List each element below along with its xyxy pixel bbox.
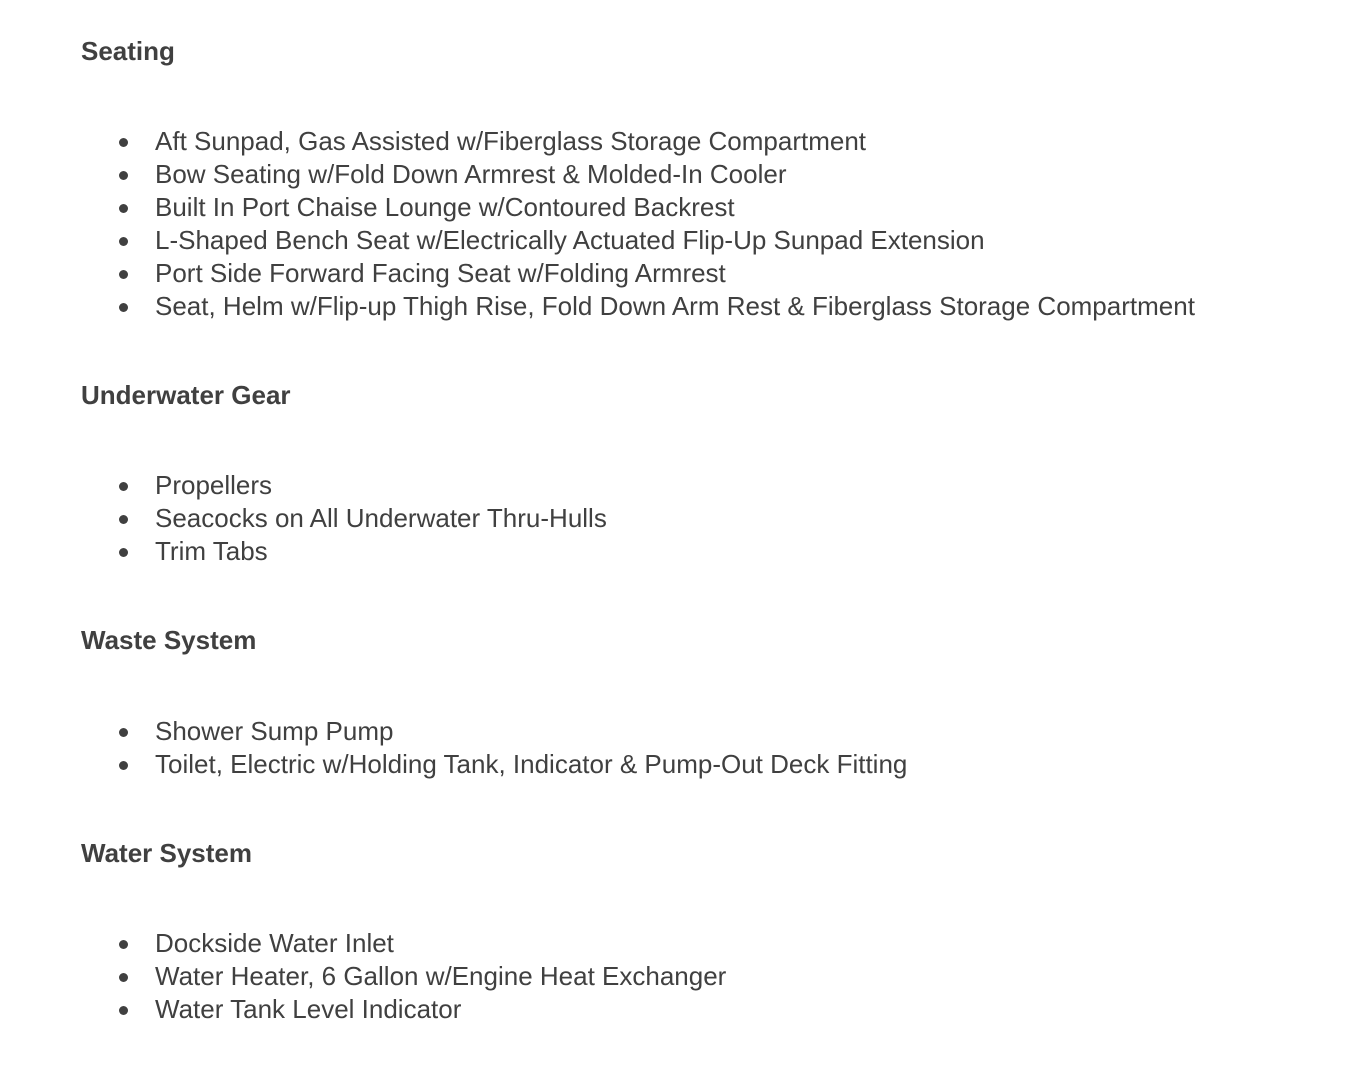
list-item-label: L-Shaped Bench Seat w/Electrically Actuated Flip-Up Sunpad Extension xyxy=(155,225,985,255)
bullet-icon xyxy=(119,482,128,491)
list-item-label: Toilet, Electric w/Holding Tank, Indicator & Pump-Out Deck Fitting xyxy=(155,749,908,779)
list-item xyxy=(81,927,726,960)
section-underwater-gear xyxy=(81,380,607,566)
bullet-icon xyxy=(119,548,128,557)
list-item-label: Port Side Forward Facing Seat w/Folding Armrest xyxy=(155,258,726,288)
list-item xyxy=(81,993,726,1026)
bullet-icon xyxy=(119,973,128,982)
list-item-label: Propellers xyxy=(155,470,273,500)
section-water-system xyxy=(81,838,727,1024)
bullet-icon xyxy=(119,761,128,770)
list-item-label: Water Tank Level Indicator xyxy=(155,994,462,1024)
bullet-icon xyxy=(119,728,128,737)
list-item xyxy=(81,290,1195,323)
feature-list xyxy=(81,927,726,1026)
bullet-icon xyxy=(119,515,128,524)
list-item-label: Water Heater, 6 Gallon w/Engine Heat Exchanger xyxy=(155,961,727,991)
list-item xyxy=(81,224,1195,257)
bullet-icon xyxy=(119,237,128,246)
list-item xyxy=(81,125,1195,158)
list-item xyxy=(81,469,607,502)
list-item-label: Bow Seating w/Fold Down Armrest & Molded-In Cooler xyxy=(155,159,787,189)
bullet-icon xyxy=(119,1006,128,1015)
list-item-label: Aft Sunpad, Gas Assisted w/Fiberglass Storage Compartment xyxy=(155,126,867,156)
list-item xyxy=(81,502,607,535)
list-item-label: Shower Sump Pump xyxy=(155,716,394,746)
bullet-icon xyxy=(119,171,128,180)
feature-list xyxy=(81,715,907,781)
section-waste-system xyxy=(81,625,908,779)
feature-list xyxy=(81,469,607,568)
section-title: Waste System xyxy=(81,625,257,655)
list-item-label: Seacocks on All Underwater Thru-Hulls xyxy=(155,503,607,533)
bullet-icon xyxy=(119,303,128,312)
list-item xyxy=(81,960,726,993)
list-item xyxy=(81,748,907,781)
section-title: Underwater Gear xyxy=(81,380,291,410)
feature-list xyxy=(81,125,1195,323)
bullet-icon xyxy=(119,940,128,949)
bullet-icon xyxy=(119,138,128,147)
section-seating xyxy=(81,36,1195,321)
list-item xyxy=(81,257,1195,290)
list-item xyxy=(81,535,607,568)
list-item-label: Dockside Water Inlet xyxy=(155,928,394,958)
list-item xyxy=(81,191,1195,224)
list-item xyxy=(81,715,907,748)
list-item-label: Built In Port Chaise Lounge w/Contoured Backrest xyxy=(155,192,735,222)
bullet-icon xyxy=(119,204,128,213)
bullet-icon xyxy=(119,270,128,279)
section-title: Seating xyxy=(81,36,175,66)
list-item-label: Trim Tabs xyxy=(155,536,268,566)
list-item xyxy=(81,158,1195,191)
section-title: Water System xyxy=(81,838,252,868)
list-item-label: Seat, Helm w/Flip-up Thigh Rise, Fold Down Arm Rest & Fiberglass Storage Compartment xyxy=(155,291,1195,321)
